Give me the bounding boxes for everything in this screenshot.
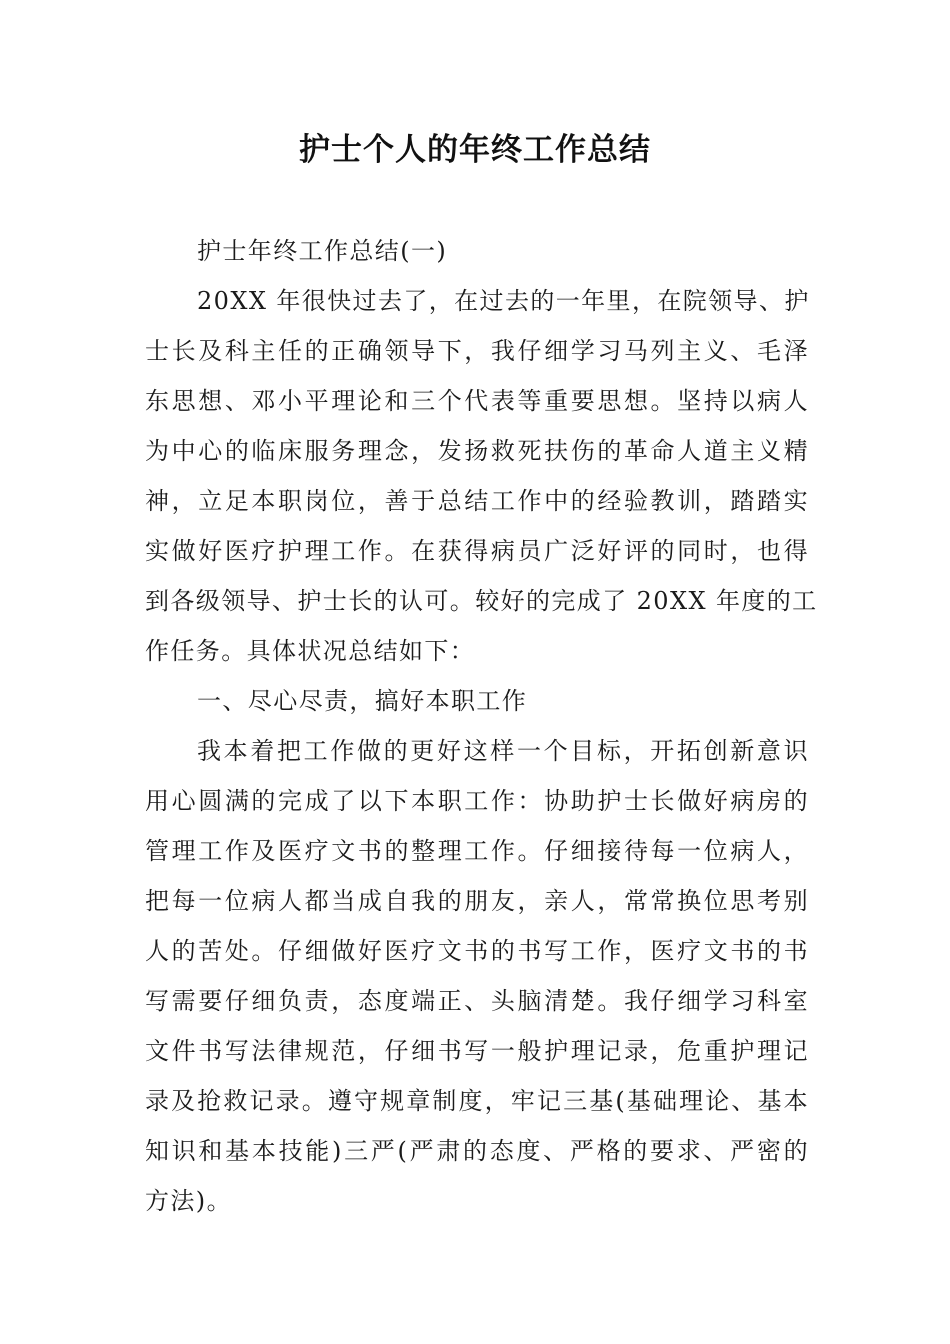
paragraph-2 <box>145 726 809 1226</box>
paragraph-line: 方法)。 <box>145 1187 232 1215</box>
paragraph-1 <box>145 276 818 676</box>
paragraph-line: 知识和基本技能)三严(严肃的态度、严格的要求、严密的 <box>145 1137 809 1165</box>
paragraph-line: 神，立足本职岗位，善于总结工作中的经验教训，踏踏实 <box>145 487 809 515</box>
paragraph-line: 实做好医疗护理工作。在获得病员广泛好评的同时，也得 <box>145 537 809 565</box>
subheading-1: 一、尽心尽责，搞好本职工作 <box>197 687 528 715</box>
paragraph-line: 20XX 年很快过去了，在过去的一年里，在院领导、护 <box>197 287 810 315</box>
paragraph-line: 东思想、邓小平理论和三个代表等重要思想。坚持以病人 <box>145 387 809 415</box>
paragraph-line: 把每一位病人都当成自我的朋友，亲人，常常换位思考别 <box>145 887 809 915</box>
section-heading: 护士年终工作总结(一) <box>197 237 448 265</box>
paragraph-line: 写需要仔细负责，态度端正、头脑清楚。我仔细学习科室 <box>145 987 809 1015</box>
document-title: 护士个人的年终工作总结 <box>299 132 651 168</box>
document-body <box>145 226 818 1226</box>
paragraph-line: 文件书写法律规范，仔细书写一般护理记录，危重护理记 <box>145 1037 809 1065</box>
paragraph-line: 录及抢救记录。遵守规章制度，牢记三基(基础理论、基本 <box>145 1087 809 1115</box>
paragraph-line: 作任务。具体状况总结如下： <box>145 637 476 665</box>
paragraph-line: 人的苦处。仔细做好医疗文书的书写工作，医疗文书的书 <box>145 937 809 965</box>
paragraph-line: 到各级领导、护士长的认可。较好的完成了 20XX 年度的工 <box>145 587 818 615</box>
paragraph-line: 管理工作及医疗文书的整理工作。仔细接待每一位病人， <box>145 837 809 865</box>
paragraph-line: 士长及科主任的正确领导下，我仔细学习马列主义、毛泽 <box>145 337 809 365</box>
paragraph-line: 用心圆满的完成了以下本职工作：协助护士长做好病房的 <box>145 787 809 815</box>
paragraph-line: 我本着把工作做的更好这样一个目标，开拓创新意识 <box>197 737 809 765</box>
paragraph-line: 为中心的临床服务理念，发扬救死扶伤的革命人道主义精 <box>145 437 809 465</box>
